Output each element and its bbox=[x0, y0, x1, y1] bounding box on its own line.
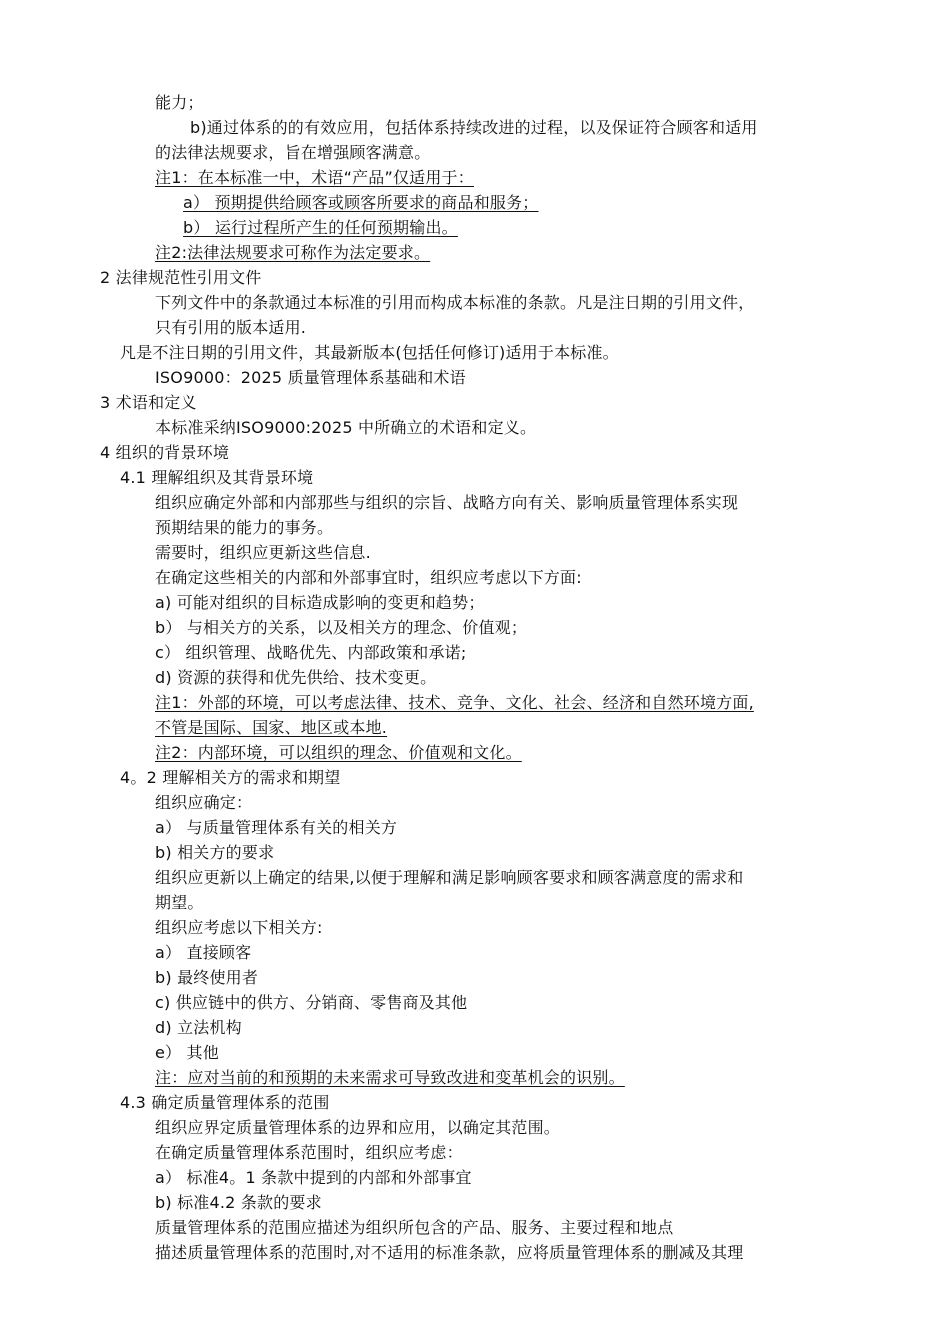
section-heading: 2 法律规范性引用文件 bbox=[100, 268, 262, 287]
list-item: a） 与质量管理体系有关的相关方 bbox=[155, 818, 398, 837]
text-line: 在确定质量管理体系范围时，组织应考虑： bbox=[155, 1143, 463, 1162]
subsection-heading: 4。2 理解相关方的需求和期望 bbox=[120, 768, 341, 787]
note-line: 注2：内部环境，可以组织的理念、价值观和文化。 bbox=[155, 743, 522, 762]
text-line: 需要时，组织应更新这些信息. bbox=[155, 543, 371, 562]
note-line: 注1：在本标准一中，术语“产品”仅适用于： bbox=[155, 168, 474, 187]
text-line: ISO9000：2025 质量管理体系基础和术语 bbox=[155, 368, 466, 387]
note-line: 注：应对当前的和预期的未来需求可导致改进和变革机会的识别。 bbox=[155, 1068, 625, 1087]
text-line: 组织应更新以上确定的结果,以便于理解和满足影响顾客要求和顾客满意度的需求和 bbox=[155, 868, 744, 887]
text-line: 本标准采纳ISO9000:2025 中所确立的术语和定义。 bbox=[155, 418, 537, 437]
list-item: d) 立法机构 bbox=[155, 1018, 242, 1037]
list-item: b) 最终使用者 bbox=[155, 968, 259, 987]
list-item: b) 标准4.2 条款的要求 bbox=[155, 1193, 322, 1212]
list-item: d) 资源的获得和优先供给、技术变更。 bbox=[155, 668, 437, 687]
list-item: c） 组织管理、战略优先、内部政策和承诺; bbox=[155, 643, 467, 662]
text-line: 期望。 bbox=[155, 893, 204, 912]
list-item: b) 相关方的要求 bbox=[155, 843, 275, 862]
list-item: e） 其他 bbox=[155, 1043, 219, 1062]
text-line: 质量管理体系的范围应描述为组织所包含的产品、服务、主要过程和地点 bbox=[155, 1218, 674, 1237]
text-line: 凡是不注日期的引用文件，其最新版本(包括任何修订)适用于本标准。 bbox=[120, 343, 619, 362]
subsection-heading: 4.3 确定质量管理体系的范围 bbox=[120, 1093, 330, 1112]
list-item: b） 与相关方的关系，以及相关方的理念、价值观； bbox=[155, 618, 528, 637]
text-line: 能力； bbox=[155, 93, 204, 112]
note-line: a） 预期提供给顾客或顾客所要求的商品和服务； bbox=[183, 193, 539, 212]
list-item: a） 标准4。1 条款中提到的内部和外部事宜 bbox=[155, 1168, 472, 1187]
text-line: 的法律法规要求，旨在增强顾客满意。 bbox=[155, 143, 431, 162]
text-line: 组织应确定： bbox=[155, 793, 253, 812]
list-item: a) 可能对组织的目标造成影响的变更和趋势； bbox=[155, 593, 485, 612]
text-line: 下列文件中的条款通过本标准的引用而构成本标准的条款。凡是注日期的引用文件， bbox=[155, 293, 755, 312]
note-line: b） 运行过程所产生的任何预期输出。 bbox=[183, 218, 458, 237]
section-heading: 4 组织的背景环境 bbox=[100, 443, 230, 462]
text-line: 组织应界定质量管理体系的边界和应用，以确定其范围。 bbox=[155, 1118, 561, 1137]
subsection-heading: 4.1 理解组织及其背景环境 bbox=[120, 468, 314, 487]
list-item: c) 供应链中的供方、分销商、零售商及其他 bbox=[155, 993, 468, 1012]
text-line: 组织应确定外部和内部那些与组织的宗旨、战略方向有关、影响质量管理体系实现 bbox=[155, 493, 739, 512]
text-line: 组织应考虑以下相关方: bbox=[155, 918, 323, 937]
section-heading: 3 术语和定义 bbox=[100, 393, 197, 412]
text-line: b)通过体系的的有效应用，包括体系持续改进的过程，以及保证符合顾客和适用 bbox=[190, 118, 758, 137]
list-item: a） 直接顾客 bbox=[155, 943, 252, 962]
text-line: 在确定这些相关的内部和外部事宜时，组织应考虑以下方面: bbox=[155, 568, 582, 587]
note-line: 注1：外部的环境，可以考虑法律、技术、竞争、文化、社会、经济和自然环境方面, bbox=[155, 693, 754, 712]
note-line: 注2:法律法规要求可称作为法定要求。 bbox=[155, 243, 431, 262]
note-line: 不管是国际、国家、地区或本地. bbox=[155, 718, 388, 737]
text-line: 预期结果的能力的事务。 bbox=[155, 518, 334, 537]
text-line: 描述质量管理体系的范围时,对不适用的标准条款，应将质量管理体系的删减及其理 bbox=[155, 1243, 744, 1262]
text-line: 只有引用的版本适用. bbox=[155, 318, 307, 337]
